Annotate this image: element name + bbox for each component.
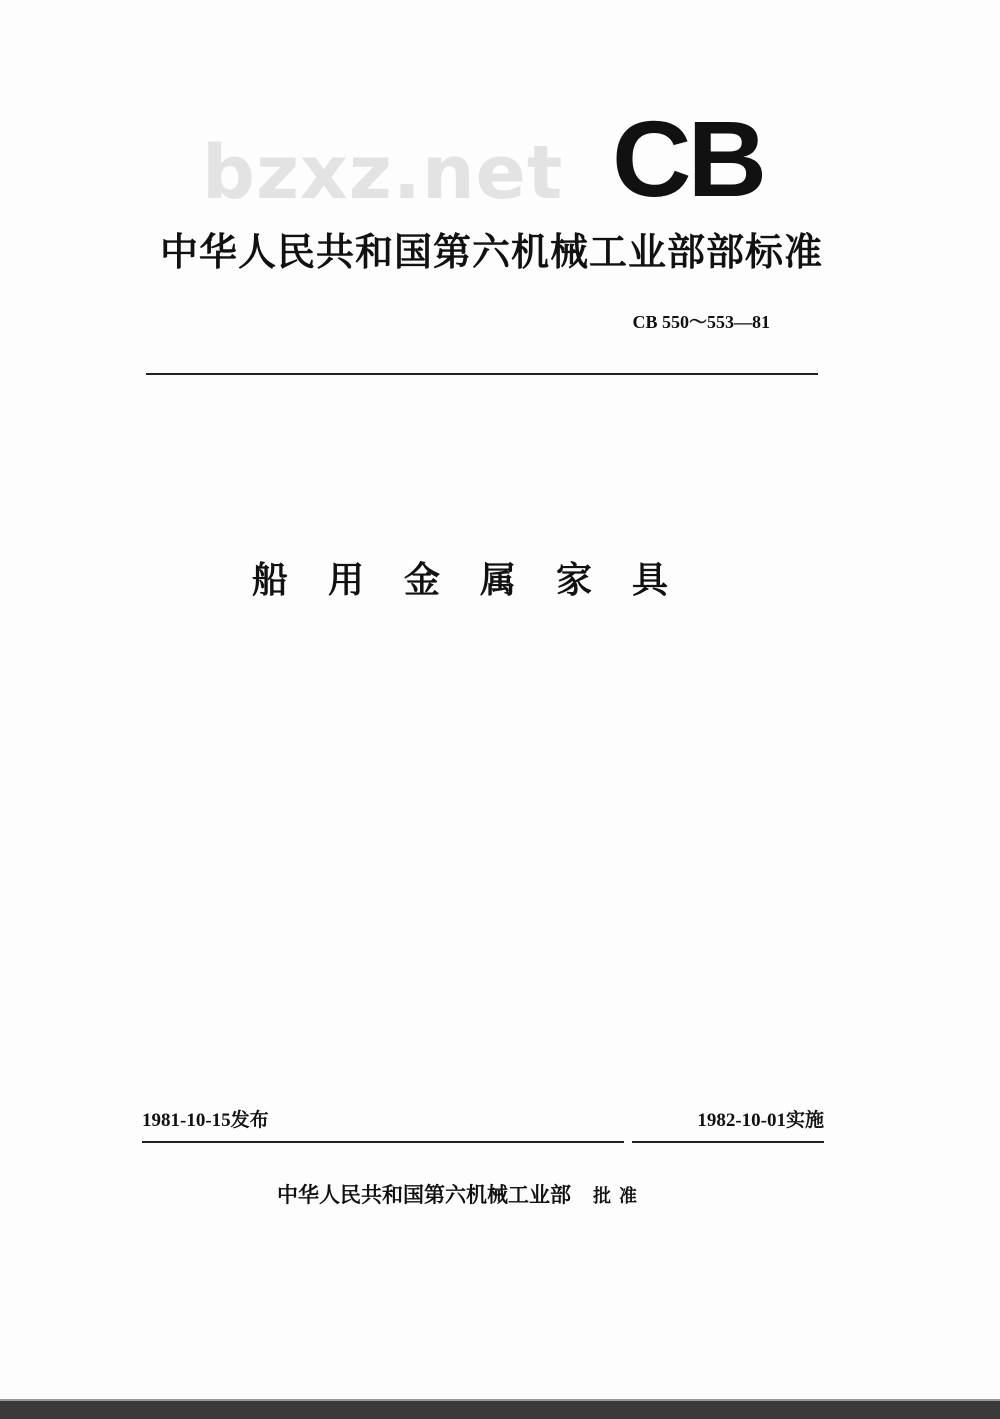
approval-line — [277, 1180, 645, 1212]
footer-divider-right — [632, 1141, 824, 1143]
header-divider — [146, 373, 818, 375]
approve-label: 批准 — [593, 1186, 645, 1207]
site-watermark: bzxz.net — [202, 130, 564, 216]
cb-standard-logo: CB — [612, 98, 763, 219]
effective-date: 1982-10-01实施 — [697, 1110, 824, 1131]
document-title: 船用金属家具 — [251, 560, 708, 601]
issuing-authority-heading: 中华人民共和国第六机械工业部部标准 — [160, 230, 824, 274]
issue-date: 1981-10-15发布 — [142, 1110, 269, 1131]
footer-divider-left — [142, 1141, 624, 1143]
standard-number: CB 550～553—81 — [632, 312, 770, 332]
scan-edge-band — [0, 1401, 1000, 1419]
approving-authority: 中华人民共和国第六机械工业部 — [277, 1183, 571, 1207]
